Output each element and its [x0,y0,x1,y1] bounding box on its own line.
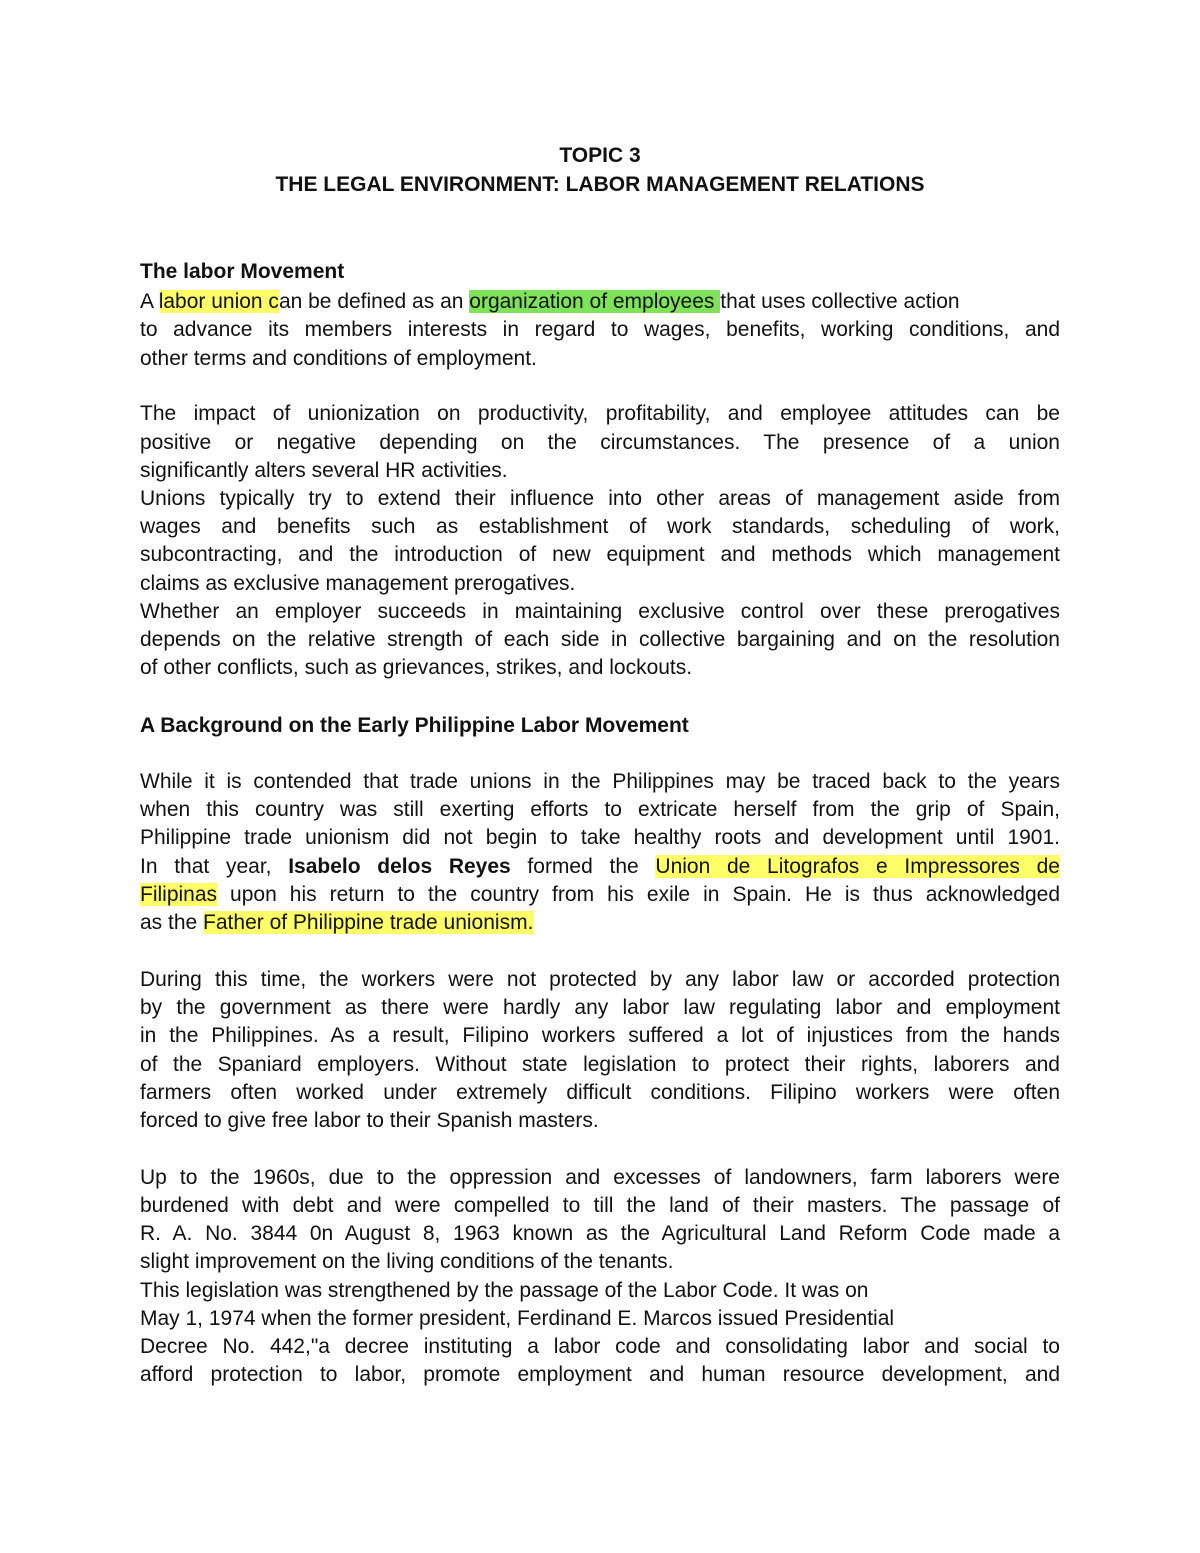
paragraph-line: farmers often worked under extremely difficult conditions. Filipino workers were often [140,1081,1060,1104]
paragraph-line: positive or negative depending on the circumstances. The presence of a union [140,431,1060,454]
paragraph-line: of the Spaniard employers. Without state legislation to protect their rights, laborers and [140,1053,1060,1076]
paragraph-line: in the Philippines. As a result, Filipino workers suffered a lot of injustices from the hands [140,1024,1060,1047]
highlight-union-de-litografos: Union de Litografos e Impressores de [655,855,1060,878]
highlight-filipinas: Filipinas [140,883,218,906]
highlight-labor-union: labor union c [158,290,279,313]
paragraph-line: The impact of unionization on productivity, profitability, and employee attitudes can be [140,402,1060,425]
paragraph-line: Unions typically try to extend their influence into other areas of management aside from [140,487,1060,510]
paragraph-line: claims as exclusive management prerogatives. [140,572,576,595]
paragraph-line: This legislation was strengthened by the passage of the Labor Code. It was on [140,1279,869,1302]
paragraph-line: afford protection to labor, promote employment and human resource development, and [140,1363,1060,1386]
paragraph-line: other terms and conditions of employment. [140,347,537,370]
paragraph-line: when this country was still exerting efforts to extricate herself from the grip of Spain, [140,798,1060,821]
paragraph-line: as the Father of Philippine trade unionism. [140,911,534,934]
paragraph-line: Up to the 1960s, due to the oppression and excesses of landowners, farm laborers were [140,1166,1060,1189]
section-heading-labor-movement: The labor Movement [140,260,345,283]
paragraph-line: Decree No. 442,"a decree instituting a labor code and consolidating labor and social to [140,1335,1060,1358]
paragraph-line: burdened with debt and were compelled to till the land of their masters. The passage of [140,1194,1060,1217]
paragraph-line: slight improvement on the living conditions of the tenants. [140,1250,674,1273]
section-heading-background: A Background on the Early Philippine Labor Movement [140,714,689,737]
paragraph-line: Whether an employer succeeds in maintaining exclusive control over these prerogatives [140,600,1060,623]
paragraph-line: In that year, Isabelo delos Reyes formed the Union de Litografos e Impressores de [140,855,1060,878]
paragraph-line: significantly alters several HR activities. [140,459,508,482]
paragraph-line: depends on the relative strength of each side in collective bargaining and on the resolution [140,628,1060,651]
document-title: THE LEGAL ENVIRONMENT: LABOR MANAGEMENT RELATIONS [275,173,925,196]
paragraph-line: of other conflicts, such as grievances, strikes, and lockouts. [140,656,693,679]
paragraph-line: subcontracting, and the introduction of new equipment and methods which management [140,543,1060,566]
paragraph-line: May 1, 1974 when the former president, Ferdinand E. Marcos issued Presidential [140,1307,895,1330]
paragraph-line: Filipinas upon his return to the country from his exile in Spain. He is thus acknowledged [140,883,1060,906]
highlight-organization-of-employees: organization of employees [469,290,721,313]
paragraph-line: to advance its members interests in regard to wages, benefits, working conditions, and [140,318,1060,341]
paragraph-line: forced to give free labor to their Spanish masters. [140,1109,599,1132]
paragraph-line: A labor union can be defined as an organization of employees that uses collective action [140,290,960,313]
paragraph-line: R. A. No. 3844 0n August 8, 1963 known as the Agricultural Land Reform Code made a [140,1222,1060,1245]
paragraph-line: While it is contended that trade unions in the Philippines may be traced back to the years [140,770,1060,793]
paragraph-line: wages and benefits such as establishment of work standards, scheduling of work, [140,515,1060,538]
highlight-father-of-trade-unionism: Father of Philippine trade unionism. [203,911,534,934]
paragraph-line: During this time, the workers were not protected by any labor law or accorded protection [140,968,1060,991]
paragraph-line: Philippine trade unionism did not begin to take healthy roots and development until 1901. [140,826,1060,849]
paragraph-line: by the government as there were hardly any labor law regulating labor and employment [140,996,1060,1019]
isabelo-delos-reyes: Isabelo delos Reyes [288,855,511,878]
topic-number: TOPIC 3 [559,144,641,167]
